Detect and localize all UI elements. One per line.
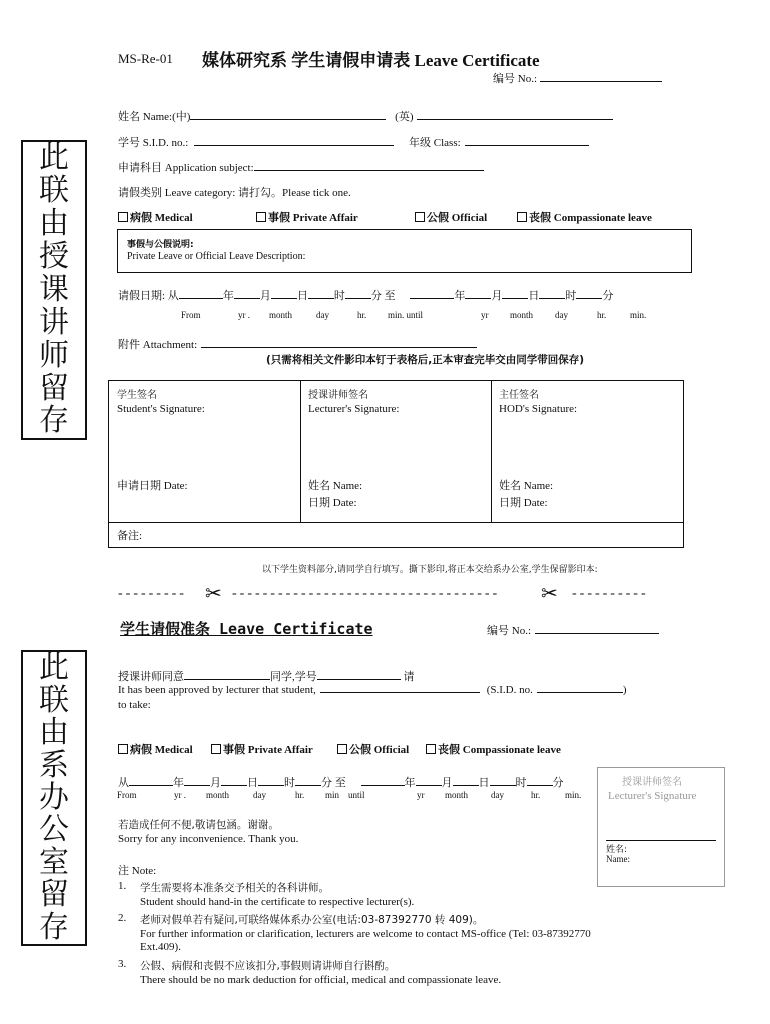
category-official[interactable]: 公假 Official — [415, 209, 487, 225]
side-label-top: 此 联 由 授 课 讲 师 留 存 — [21, 140, 87, 440]
slip-date-en-1: From — [117, 790, 137, 800]
class-label: 年级 Class: — [409, 137, 461, 149]
lecturer-date[interactable]: 日期 Date: — [308, 497, 357, 509]
checkbox-icon — [211, 744, 221, 754]
checkbox-icon — [118, 744, 128, 754]
cut-instruction: 以下学生资料部分,请同学自行填写。撕下影印,将正本交给系办公室,学生保留影印本: — [262, 565, 598, 575]
sigbox-name-en: Name: — [606, 854, 630, 864]
name-row[interactable] — [118, 108, 613, 124]
approve-en-row[interactable]: It has been approved by lecturer that student, (S.I.D. no. ) — [118, 684, 627, 696]
note-label: 注 Note: — [118, 865, 157, 877]
note-1-en: Student should hand-in the certificate to respective lecturer(s). — [140, 896, 415, 908]
slip-date-en-2: yr . — [174, 790, 186, 800]
lecturer-signature-box[interactable] — [597, 767, 725, 887]
slip-date-en-11: hr. — [531, 790, 541, 800]
attachment-label: 附件 Attachment: — [118, 339, 198, 351]
leave-date-en-11: min. — [630, 310, 647, 320]
note-2-en: For further information or clarification, lecturers are welcome to contact MS-office (Tel: 03-87392770 — [140, 928, 591, 940]
leave-date-row[interactable]: 请假日期: 从 年 月 日 时 分 至 年 月 日 时 分 — [118, 290, 614, 302]
slip-date-en-10: day — [491, 790, 504, 800]
leave-date-label: 请假日期: 从 — [118, 290, 179, 302]
leave-date-en-3: month — [269, 310, 293, 320]
note-3-num: 3. — [118, 958, 127, 970]
attachment-note: (只需将相关文件影印本钉于表格后,正本审查完毕交由同学带回保存) — [266, 354, 585, 366]
subject-label: 申请科目 Application subject: — [118, 162, 254, 174]
sid-label: 学号 S.I.D. no.: — [118, 137, 189, 149]
leave-date-en-4: day — [316, 310, 329, 320]
checkbox-icon — [337, 744, 347, 754]
slip-date-en-7: until — [348, 790, 365, 800]
sigbox-name-zh: 姓名: — [606, 845, 628, 855]
category-compassionate[interactable]: 丧假 Compassionate leave — [517, 209, 652, 225]
slip-category-private[interactable]: 事假 Private Affair — [211, 741, 313, 757]
slip-date-row[interactable]: 从 年 月 日 时 分 至 年 月 日 时 分 — [118, 777, 564, 789]
category-medical[interactable]: 病假 Medical — [118, 209, 193, 225]
slip-category-compassionate[interactable]: 丧假 Compassionate leave — [426, 741, 561, 757]
sigbox-zh: 授课讲师签名 — [622, 777, 682, 788]
number-label: 编号 No.: — [493, 73, 537, 85]
signature-table — [108, 380, 684, 548]
subject-row[interactable] — [118, 159, 484, 175]
sorry-zh: 若造成任何不便,敬请包涵。谢谢。 — [118, 819, 279, 831]
lecturer-sig-en[interactable]: Lecturer's Signature: — [308, 403, 400, 415]
student-sig-en[interactable]: Student's Signature: — [117, 403, 205, 415]
cut-line-right: ---------- — [572, 586, 649, 601]
hod-date[interactable]: 日期 Date: — [499, 497, 548, 509]
name-label: 姓名 Name:(中) — [118, 111, 191, 123]
category-private[interactable]: 事假 Private Affair — [256, 209, 358, 225]
description-subtitle: Private Leave or Official Leave Description: — [127, 251, 306, 262]
hod-sig-zh: 主任签名 — [499, 390, 539, 401]
form-code: MS-Re-01 — [118, 51, 173, 66]
leave-date-en-5: hr. — [357, 310, 367, 320]
slip-date-en-8: yr — [417, 790, 425, 800]
cut-line-left: --------- — [118, 586, 187, 601]
lecturer-sig-zh: 授课讲师签名 — [308, 390, 368, 401]
slip-date-en-3: month — [206, 790, 230, 800]
page-title: 媒体研究系 学生请假申请表 Leave Certificate — [202, 51, 540, 70]
leave-date-en-10: hr. — [597, 310, 607, 320]
side-label-bottom: 此 联 由 系 办 公 室 留 存 — [21, 650, 87, 946]
attachment-row[interactable] — [118, 336, 477, 352]
approve-zh-row[interactable]: 授课讲师同意 同学,学号 请 — [118, 671, 415, 683]
note-2-num: 2. — [118, 912, 127, 924]
note-3-en: There should be no mark deduction for official, medical and compassionate leave. — [140, 974, 502, 986]
note-2-zh: 老师对假单若有疑问,可联络媒体系办公室(电话:03-87392770 转 409)。 — [140, 914, 484, 926]
number-field[interactable] — [493, 70, 662, 86]
checkbox-icon — [426, 744, 436, 754]
note-3-zh: 公假、病假和丧假不应该扣分,事假则请讲师自行斟酌。 — [140, 960, 396, 972]
slip-number-field[interactable] — [487, 622, 659, 638]
slip-date-en-6: min — [325, 790, 340, 800]
slip-number-label: 编号 No.: — [487, 625, 531, 637]
slip-date-en-9: month — [445, 790, 469, 800]
sid-row[interactable] — [118, 134, 589, 150]
note-1-zh: 学生需要将本准条交予相关的各科讲师。 — [140, 882, 329, 894]
description-box[interactable] — [117, 229, 692, 273]
note-1-num: 1. — [118, 880, 127, 892]
checkbox-icon — [517, 212, 527, 222]
slip-category-official[interactable]: 公假 Official — [337, 741, 409, 757]
slip-date-en-4: day — [253, 790, 266, 800]
cut-line-middle: ----------------------------------- — [232, 586, 501, 601]
checkbox-icon — [118, 212, 128, 222]
category-label: 请假类别 Leave category: 请打勾。Please tick one. — [118, 187, 351, 199]
checkbox-icon — [415, 212, 425, 222]
leave-date-en-7: yr — [481, 310, 489, 320]
description-title: 事假与公假说明: — [127, 240, 194, 250]
name-en-label: (英) — [395, 111, 414, 123]
student-date[interactable]: 申请日期 Date: — [117, 480, 188, 492]
lecturer-name[interactable]: 姓名 Name: — [308, 480, 363, 492]
slip-category-medical[interactable]: 病假 Medical — [118, 741, 193, 757]
to-take-label: to take: — [118, 699, 151, 711]
hod-sig-en[interactable]: HOD's Signature: — [499, 403, 578, 415]
student-sig-zh: 学生签名 — [117, 390, 157, 401]
note-2-en-cont: Ext.409). — [140, 941, 181, 953]
slip-date-en-5: hr. — [295, 790, 305, 800]
leave-date-en-6: min. until — [388, 310, 424, 320]
leave-date-en-2: yr . — [238, 310, 250, 320]
scissors-icon: ✂ — [205, 581, 222, 605]
slip-title: 学生请假准条 Leave Certificate — [120, 620, 373, 638]
checkbox-icon — [256, 212, 266, 222]
sigbox-en: Lecturer's Signature — [608, 790, 697, 802]
hod-name[interactable]: 姓名 Name: — [499, 480, 554, 492]
scissors-icon-2: ✂ — [541, 581, 558, 605]
leave-date-en-9: day — [555, 310, 568, 320]
sorry-en: Sorry for any inconvenience. Thank you. — [118, 833, 299, 845]
slip-date-en-12: min. — [565, 790, 582, 800]
leave-date-en-8: month — [510, 310, 534, 320]
leave-date-en-1: From — [181, 310, 201, 320]
remarks[interactable]: 备注: — [117, 530, 143, 542]
